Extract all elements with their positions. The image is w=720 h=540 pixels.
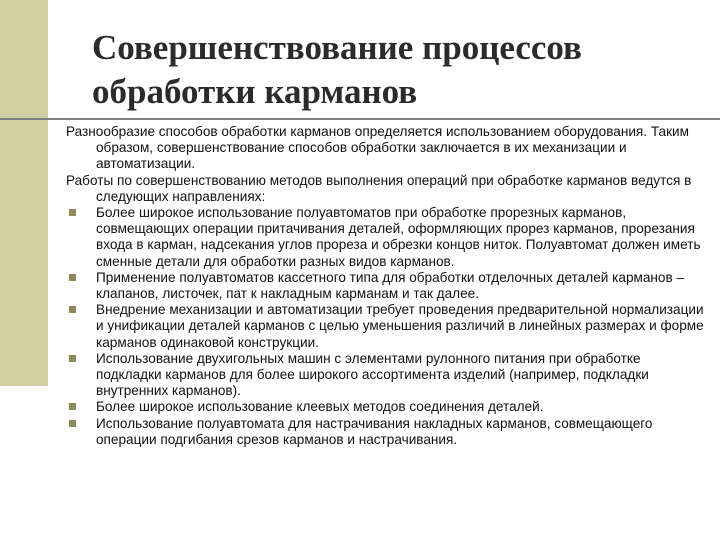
slide-title [92, 26, 692, 114]
slide-body [66, 124, 706, 448]
list-item-text: Использование двухигольных машин с элементами рулонного питания при обработке подкладки карманов для более широкого ассортимента изделий (например, подкладки внутренних карманов). [96, 350, 649, 399]
square-bullet-icon [69, 403, 76, 410]
intro-paragraph: Разнообразие способов обработки карманов определяется использованием оборудования. Таким образом, совершенствование способов обработки заключается в их механизации и автоматизации. [66, 124, 689, 172]
list-item-text: Применение полуавтоматов кассетного типа для обработки отделочных деталей карманов – клапанов, листочек, пат к накладным карманам и так далее. [96, 269, 685, 302]
title-divider [0, 118, 720, 120]
directions-paragraph: Работы по совершенствованию методов выполнения операций при обработке карманов ведутся в следующих направлениях: [66, 172, 692, 204]
list-item [66, 399, 706, 415]
decorative-side-band [0, 0, 48, 386]
square-bullet-icon [69, 420, 76, 427]
list-item-text: Внедрение механизации и автоматизации требует проведения предварительной нормализации и унификации деталей карманов с целью уменьшения различий в линейных размерах и форме карманов одинаковой конструкции. [96, 302, 704, 350]
bullet-list [66, 205, 706, 448]
square-bullet-icon [69, 355, 76, 362]
slide-title-line-2: обработки карманов [92, 72, 418, 111]
slide-title-line-1: Совершенствование процессов [92, 28, 582, 67]
list-item-text: Более широкое использование полуавтоматов при обработке прорезных карманов, совмещающих операции притачивания деталей, оформляющих прорез карманов, прорезания входа в карман, надсекания углов прореза и обрезки концов ниток. Полуавтомат должен иметь сменные детали для обработки разных видов карманов. [96, 205, 701, 269]
square-bullet-icon [69, 209, 76, 216]
list-item-text: Более широкое использование клеевых методов соединения деталей. [96, 399, 544, 415]
list-item-text: Использование полуавтомата для настрачивания накладных карманов, совмещающего операции подгибания срезов карманов и настрачивания. [96, 415, 653, 447]
list-item [66, 351, 706, 400]
square-bullet-icon [69, 306, 76, 313]
list-item [66, 270, 706, 302]
list-item [66, 416, 706, 448]
list-item [66, 302, 706, 351]
list-item [66, 205, 706, 270]
square-bullet-icon [69, 274, 76, 281]
